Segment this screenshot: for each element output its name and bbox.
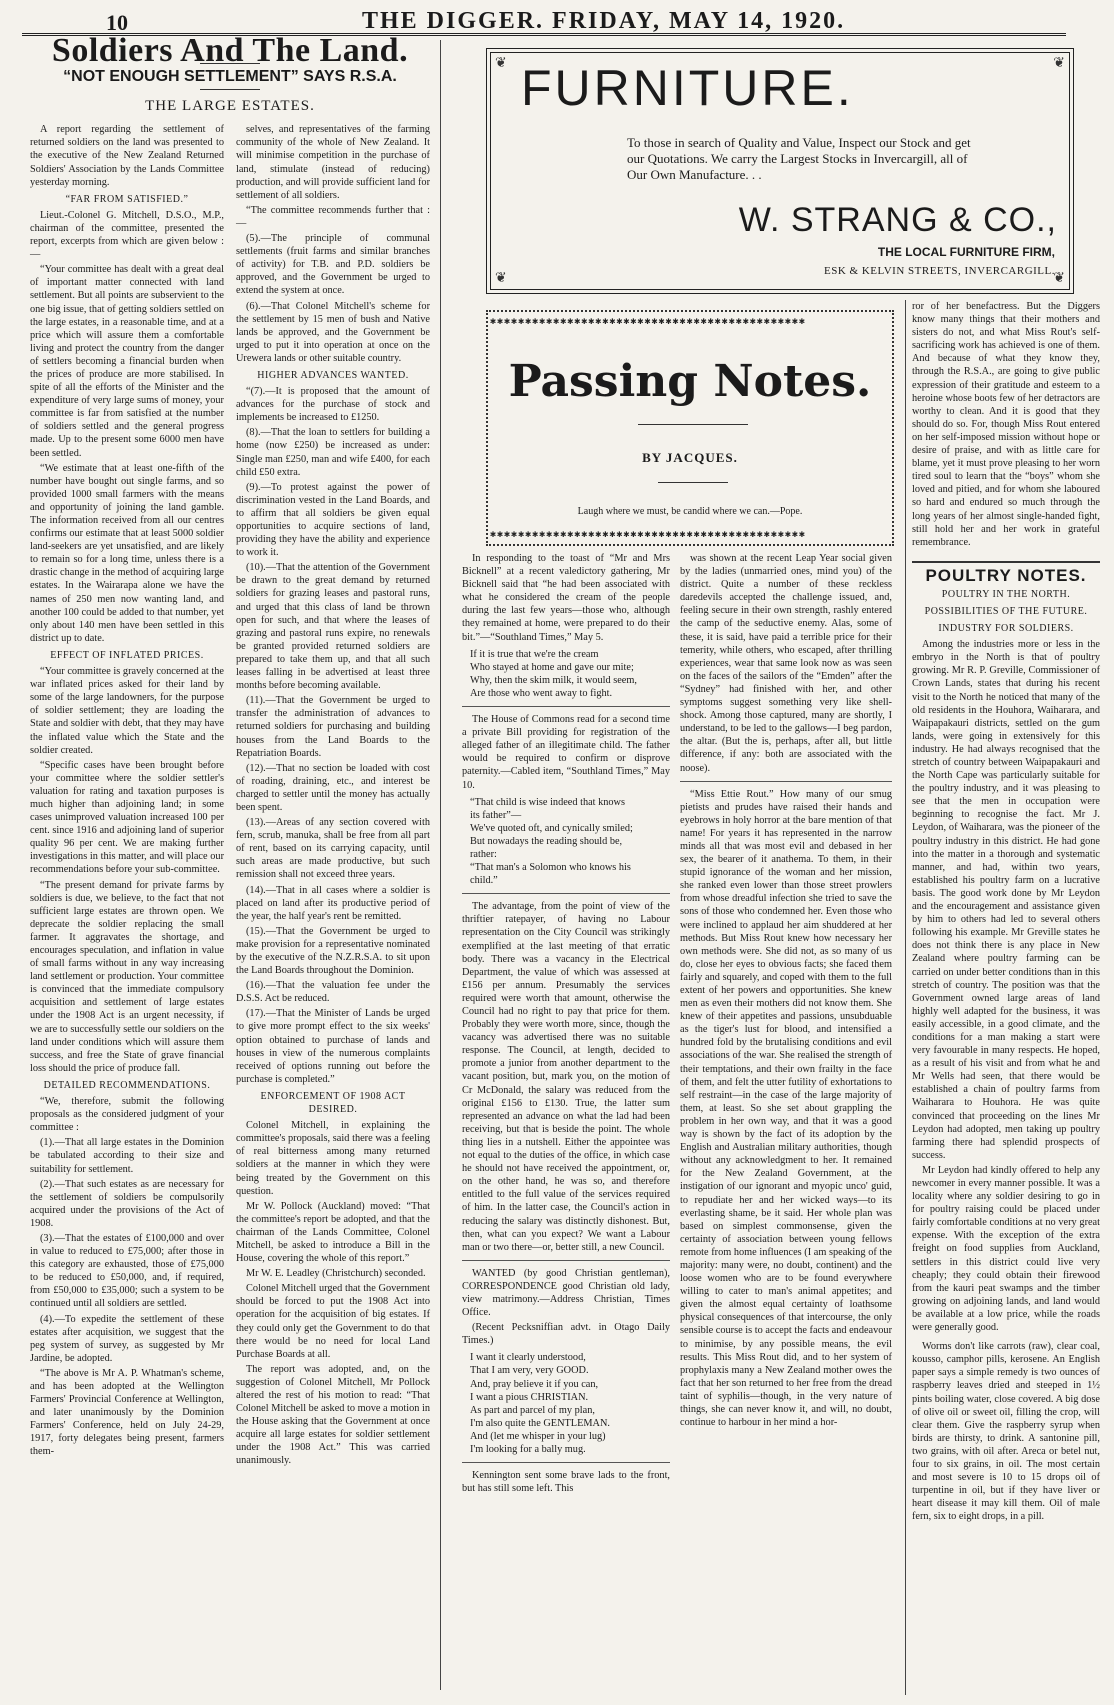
ornament-icon: ❦ bbox=[1053, 56, 1065, 71]
ornament-icon: ❦ bbox=[495, 271, 507, 286]
paragraph: (3).—That the estates of £100,000 and over in value to reduced to £75,000; after those in this category are exhausted, those of £75,000 to be reduced to £50,000, and, if required, from £50,000 to £35,000; such a system to be continued until all soldiers are settled. bbox=[30, 1232, 224, 1310]
paragraph: Kennington sent some brave lads to the front, but has still some left. This bbox=[462, 1470, 670, 1495]
paragraph: Mr Leydon had kindly offered to help any newcomer in every manner possible. It was a locality where any soldier desiring to go in for poultry raising could be placed under fairly comfortable conditions at no very great expense. With the exception of the extra freight on food supplies from Auckland, settlers in this district could live very cheaply; they could obtain their firewood from the kauri peat swamps and the timber growing on adjoining lands, and land would be available at a low price, while the roads were generally good. bbox=[912, 1164, 1100, 1334]
paragraph: A report regarding the settlement of returned soldiers on the land was presented to the executive of the New Zealand Returned Soldiers' Association by the Lands Committee yesterday morning. bbox=[30, 124, 224, 188]
paragraph: “Miss Ettie Rout.” How many of our smug pietists and prudes have raised their hands and eyebrows in holy horror at the bare mention of that name! For years it has represented in the narrow minds all that was most evil and debased in her sex, the bearer of it anathema. To them, in their stupid ignorance of the woman and her mission, she ranked even lower than those street prowlers from whose dreadful infection she tried to save the sons of those who condemned her. Even those who were inclined to applaud her aim shuddered at her methods. But Miss Rout knew how necessary her own methods were. She did not, as so many of us do, close her eyes to obvious facts; she faced them fairly and squarely, and coped with them to the full extent of her powers and opportunities. She knew men as even their mothers did not know them. She knew of their appetites and passions, unsubduable as the tiger's lust for blood, and intensified a hundred fold by the brutalising conditions and evil associations of the war. She realised the strength of their temptations, and their own frailty in the face of them, and felt the utter futility of exhortations to self restraint—in the case of the large majority of them, at least. So she set about grappling the problem in her own way, and that it was a good way is shown by the fact of its adoption by the English and Australian military authorities, though without any acknowledgment to her. It remained for the New Zealand Government, at the instigation of our ignorant and myopic unco' guid, to repudiate her and her wicked ways—to its everlasting shame, be it said. Her whole plan was based on simplest commonsense, given the certainty of association between young fellows remote from home influences (I am speaking of the majority: many were, no doubt, continent) and the loose women who are to be found everywhere willing to cater to man's animal appetites; and given the almost equal certainty of loathsome physical consequences of that intercourse, the only sensible course is to accept the facts and endeavour to minimise, by any possible means, the evil results. This Miss Rout did, and to her system of prophylaxis many a New Zealand mother owes the fact that her son returned to her free from the dread taint of syphilis—though, in the very nature of things, she can never know it, and will, no doubt, continue to harbour in her mind a hor- bbox=[680, 788, 892, 1429]
paragraph: (8).—That the loan to settlers for building a home (now £250) be increased as under: Single man £250, man and wife £400, for each child £50 extra. bbox=[236, 427, 430, 478]
divider bbox=[462, 1462, 670, 1463]
verse: If it is true that we're the cream Who stayed at home and gave our mite; Why, then the skim milk, it would seem, Are those who went away to fight. bbox=[470, 648, 637, 699]
divider bbox=[658, 482, 728, 483]
paragraph: (5).—The principle of communal settlements (fruit farms and similar branches of activity) for T.B. and P.D. soldiers be approved, and the Government be urged to extend the system at once. bbox=[236, 233, 430, 297]
column-divider bbox=[440, 40, 441, 1690]
paragraph: (15).—That the Government be urged to make provision for a representative nominated by the executive of the N.Z.R.S.A. to sit upon the Land Boards throughout the Dominion. bbox=[236, 925, 430, 977]
motto: Laugh where we must, be candid where we can.—Pope. bbox=[577, 506, 803, 517]
paragraph: was shown at the recent Leap Year social given by the ladies (unmarried ones, mind you) of the district. Quite a number of these reckless daredevils accepted the challenge issued, and, feeling secure in their own strength, rashly entered the camp of the seductive enemy. Alas, some of these, it is said, have paid a terrible price for their temerity, while others, who escaped, after thrilling experiences, wear that same look now as was seen on the faces of the sailors of the “Emden” after the “Sydney” had finished with her, and other symptoms suggest something very like shell-shock. Among those captured, many are shortly, I understand, to be led to the gallows—I beg pardon, the altar. (But the is, perhaps, after all, but little difference, if any: both are associated with the noose). bbox=[680, 553, 892, 774]
paragraph: (1).—That all large estates in the Dominion be tabulated according to their size and suitability for settlement. bbox=[30, 1137, 224, 1175]
column-divider bbox=[905, 300, 906, 1695]
passing-notes-column-1 bbox=[462, 552, 670, 1497]
paragraph: “The above is Mr A. P. Whatman's scheme, and has been adopted at the Wellington Farmers' Provincial Conference at Wellington, and later unanimously by the Dominion Farmers' Conference, held on July 24-29, 1917, forty delegates being present, farmers them- bbox=[30, 1367, 224, 1458]
poultry-subhead: INDUSTRY FOR SOLDIERS. bbox=[938, 623, 1074, 635]
paragraph: Worms don't like carrots (raw), clear coal, kousso, camphor pills, kerosene. An English paper says a simple remedy is two ounces of raspberry leaves dried and steeped in 1½ pints boiling water, close covered. A big dose of olive oil or sweet oil, filling the crop, will clear them. Give the raspberry syrup when birds are thirsty, to drink. A santonine pill, two grains, with oil after. Areca or betel nut, four to six grains, in oil. The most certain and most severe is 10 to 15 drops oil of turpentine in oil, but if they have liver or heart disease it may kill them. Oil of male fern, six to eight drops, in a pill. bbox=[912, 1341, 1100, 1523]
paragraph: (9).—To protest against the power of discrimination vested in the Land Boards, and to affirm that all soldiers be given equal opportunities to acquire sections of land, providing they have the ability and experience to work it. bbox=[236, 481, 430, 559]
furniture-advertisement bbox=[490, 52, 1070, 290]
paragraph: Colonel Mitchell, in explaining the committee's proposals, said there was a feeling of real bitterness among many returned soldiers at the manner in which they were being treated by the Government on this question. bbox=[236, 1120, 430, 1197]
subheading: DETAILED RECOMMENDATIONS. bbox=[43, 1079, 211, 1091]
subheading: ENFORCEMENT OF 1908 ACT DESIRED. bbox=[260, 1090, 406, 1116]
passing-notes-title: Passing Notes. bbox=[508, 356, 872, 407]
paragraph: (4).—To expedite the settlement of these estates after acquisition, we suggest that the peg system of survey, as suggested by Mr Jardine, be adopted. bbox=[30, 1313, 224, 1364]
paragraph: Lieut.-Colonel G. Mitchell, D.S.O., M.P., chairman of the committee, presented the report, excerpts from which are given below :— bbox=[30, 209, 224, 261]
paragraph: Among the industries more or less in the embryo in the North is that of poultry growing. Mr R. P. Greville, Commissioner of Crown Lands, states that during his recent visit to the North he noticed that many of the old residents in the Houhora, Waiharara, and Waipapakauri districts, settled on the gum lands, were going in extensively for this industry. He had always recognised that the stretch of country between Waipapakauri and the North Cape was particularly suitable for the poultry industry, and it was pleasing to see that the men in occupation were beginning to recognise the fact. Mr J. Leydon, of Waiharara, was the pioneer of the poultry industry in this district. He had gone into the matter in a thorough and systematic manner, and had, within two years, established his poultry farm on a lucrative basis. The good work done by Mr Leydon and the encouragement and assistance given by him to others had led to several others following his example. Mr Greville states he does not think there is any place in New Zealand where poultry farming can be carried on under better conditions than in this stretch of country. The position was that the Government owned large areas of land highly well adapted for the business, it was easily accessible, in a good climate, and the conditions for a man making a start were very favourable in many respects. He hoped, as a result of his visit and from what he and Mr Wells had seen, that there would be established a chain of poultry farms from Waiharara to Houhora. He was quite convinced that proceeding on the lines Mr Leydon had adopted, men taking up poultry farming there had splendid prospects of success. bbox=[912, 639, 1100, 1161]
divider bbox=[200, 89, 260, 90]
right-column bbox=[912, 300, 1100, 1525]
star-border: ✱✱✱✱✱✱✱✱✱✱✱✱✱✱✱✱✱✱✱✱✱✱✱✱✱✱✱✱✱✱✱✱✱✱✱✱✱✱✱✱✱✱✱✱✱ bbox=[490, 529, 806, 540]
ad-title: FURNITURE. bbox=[521, 60, 854, 116]
paragraph: In responding to the toast of “Mr and Mrs Bicknell” at a recent valedictory gathering, Mr Bicknell said that “he had been associated with what he considered the cream of the people during the last few years—those who, although they remained at home, were prepared to do their bit.”—“Southland Times,” May 5. bbox=[462, 553, 670, 643]
ad-company: W. STRANG & CO., bbox=[738, 201, 1057, 239]
verse: “That child is wise indeed that knows its father”— We've quoted oft, and cynically smiled; But nowadays the reading should be, rather: “That man's a Solomon who knows his child.” bbox=[470, 796, 633, 887]
poultry-subhead: POSSIBILITIES OF THE FUTURE. bbox=[924, 605, 1088, 617]
newspaper-title: THE DIGGER. FRIDAY, MAY 14, 1920. bbox=[362, 8, 846, 34]
paragraph: (2).—That such estates as are necessary for the settlement of soldiers be compulsorily acquired under the provisions of the Act of 1908. bbox=[30, 1178, 224, 1229]
paragraph: “We, therefore, submit the following proposals as the considered judgment of your committee : bbox=[30, 1096, 224, 1134]
article-section: THE LARGE ESTATES. bbox=[145, 98, 315, 115]
paragraph: Mr W. E. Leadley (Christchurch) seconded. bbox=[246, 1268, 426, 1280]
paragraph: (12).—That no section be loaded with cost of roading, draining, etc., and interest be charged to settler until the money has actually been spent. bbox=[236, 762, 430, 813]
subheading: EFFECT OF INFLATED PRICES. bbox=[50, 649, 204, 661]
ad-firm: THE LOCAL FURNITURE FIRM, bbox=[877, 245, 1055, 259]
ornament-icon: ❦ bbox=[495, 56, 507, 71]
paragraph: “(7).—It is proposed that the amount of advances for the purchase of stock and implements be increased to £1250. bbox=[236, 386, 430, 424]
divider bbox=[462, 893, 670, 894]
divider bbox=[462, 706, 670, 707]
paragraph: selves, and representatives of the farming community of the whole of New Zealand. It will minimise competition in the purchase of land, stimulate (instead of reducing) production, and will provide sufficient land for settlement of all soldiers. bbox=[236, 124, 430, 201]
paragraph: Mr W. Pollock (Auckland) moved: “That the committee's report be adopted, and that the chairman of the Lands Committee, Colonel Mitchell, be asked to introduce a Bill in the House, covering the whole of this report.” bbox=[236, 1200, 430, 1265]
divider bbox=[680, 781, 892, 782]
paragraph: (10).—That the attention of the Government be drawn to the great demand by returned soldiers for grazing leases and pastoral runs, and urged that this class of land be thrown open for such, and that where the leases of grazing and pastoral runs expire, no renewals be granted provided returned soldiers are prepared to take them up, and that all such leases falling in be advertised at least three months before becoming available. bbox=[236, 562, 430, 692]
divider bbox=[462, 1260, 670, 1261]
paragraph: (17).—That the Minister of Lands be urged to give more prompt effect to the six weeks' option obtained to purchase of lands and houses in view of the numerous complaints received of options running out before the purchase is completed.” bbox=[236, 1008, 430, 1085]
subheading: HIGHER ADVANCES WANTED. bbox=[257, 369, 409, 381]
paragraph: The House of Commons read for a second time a private Bill providing for registration of the alleged father of an illegitimate child. The father would be required to confirm or disprove paternity.—Cabled item, “Southland Times,” May 10. bbox=[462, 714, 670, 791]
paragraph: The report was adopted, and, on the suggestion of Colonel Mitchell, Mr Pollock altered the rest of his motion to read: “That Colonel Mitchell be asked to move a motion in the House asking that the Government at once acquire all large estates for soldier settlement under the 1908 Act.” This was carried unanimously. bbox=[236, 1363, 430, 1467]
poultry-notes-title: POULTRY NOTES. bbox=[912, 561, 1100, 582]
page-number: 10 bbox=[106, 10, 128, 35]
rout-continuation: ror of her benefactress. But the Diggers know many things that their mothers and sisters do not, and what Miss Rout's self-sacrificing work has achieved is one of them. And because of what they know they, through the R.S.A., are going to give public expression of their gratitude and esteem to a heroine whose boots few of her detractors are worthy to clean. And it is good that they should do so. For, though Miss Rout entered on her self-imposed mission without hope or desire of praise, and with as little care for blame, yet it must prove pleasing to her worn tired soul to learn that the “boys” whom she loved and pitied, and for whom she laboured so hard and endured so much through the long years of her almost single-handed fight, still hold her and her work in grateful remembrance. bbox=[912, 301, 1100, 548]
paragraph: “Your committee has dealt with a great deal of important matter connected with land settlement. But all points are subservient to the one big issue, that of getting soldiers settled on the large estates, in a reasonable time, and at a price which will assure them a comfortable living and protect the country from the danger of settlers becoming a financial burden when the prices of produce are more stabilised. In spite of all the efforts of the Minister and the expenditure of very large sums of money, your committee is far from satisfied at the number of soldiers settled and the general progress made. Up to the present some 6000 men have been settled. bbox=[30, 264, 224, 459]
divider bbox=[638, 424, 748, 425]
paragraph: (13).—Areas of any section covered with fern, scrub, manuka, shall be free from all part of rent, based on its carrying capacity, until such areas are made productive, but such remission shall not exceed three years. bbox=[236, 817, 430, 881]
byline: BY JACQUES. bbox=[642, 450, 738, 465]
paragraph: “The present demand for private farms by soldiers is due, we believe, to the fact that not sufficient large estates are thrown open. We deprecate the soldier replacing the small farmer. It aggravates the shortage, and encourages speculation, and inflation in value of small farms without in any way increasing land settlement or production. Your committee is convinced that the immediate compulsory acquisition and settlement of large estates under the 1908 Act is an urgent necessity, if we are to successfully settle our soldiers on the land under conditions which will assure them success, and free the State of grave financial loss should the price of produce fall. bbox=[30, 879, 224, 1074]
paragraph: The advantage, from the point of view of the thriftier ratepayer, of having no Labour representation on the City Council was strikingly exemplified at the last meeting of that erratic body. There was a vacancy in the Electrical Department, the value of which was assessed at £156 per annum. Presumably the services required were worth that amount, otherwise the Council had no right to pay that price for them. Probably they were worth more, since, though the vacancy was advertised there was no suitable response. The Council, at length, decided to promote a junior from another department to the vacant position, but, mark you, on the motion of Cr McDonald, the salary was reduced from the original £156 to £130. True, the latter sum represented an advance on what the lad had been receiving, but that is beside the point. The whole thing lies in a nutshell. Either the appointee was not equal to the duties of the office, in which case he should not have received the appointment, or, on the other hand, he was so, and therefore entitled to the full value of the services required of him. In the latter case, the Council's action in reducing the salary was distinctly dishonest. But, then, what can you expect? We want a Labour man or two there—or, better still, a new Council. bbox=[462, 901, 670, 1253]
ornament-icon: ❦ bbox=[1053, 271, 1065, 286]
paragraph: (Recent Pecksniffian advt. in Otago Daily Times.) bbox=[462, 1322, 670, 1347]
article-column-right bbox=[236, 123, 430, 1469]
soldiers-article bbox=[30, 32, 430, 1470]
paragraph: (16).—That the valuation fee under the D.S.S. Act be reduced. bbox=[236, 980, 430, 1005]
paragraph: (14).—That in all cases where a soldier is placed on land after its productive period of the year, the half year's rent be remitted. bbox=[236, 884, 430, 922]
subheading: “FAR FROM SATISFIED.” bbox=[65, 193, 189, 205]
paragraph: (11).—That the Government be urged to transfer the administration of advances to returned soldiers for purchasing and building houses from the Land Boards to the Repatriation Boards. bbox=[236, 695, 430, 759]
paragraph: “Specific cases have been brought before your committee where the soldier settler's valuation for rating and taxation purposes is much higher than adjoining land; in some cases unimproved valuation increased 100 per cent. since 1916 and adjoining land of superior quality 96 per cent. We are making further investigations in this matter, and will place our recommendations before your sub-committee. bbox=[30, 759, 224, 876]
paragraph: “We estimate that at least one-fifth of the number have bought out single farms, and so provided 1000 small farmers with the means and opportunity of joining the land gamble. The information received from all our centres confirms our estimate that at least 5000 soldier land-seekers are yet unsatisfied, and are likely to remain so for a long time, unless there is a drastic change in the method of acquiring large estates. In the Wairarapa alone we have the names of 250 men now wanting land, and another 100 could be added to that number, yet only about 140 men have been settled in this district up to date. bbox=[30, 462, 224, 644]
paragraph: “Your committee is gravely concerned at the war inflated prices asked for their land by some of the large landowners, for the purpose of soldier settlement; they are loading the State and soldier with debt, that they may have the inflated value which the State and the soldier created. bbox=[30, 666, 224, 756]
paragraph: “The committee recommends further that :— bbox=[236, 204, 430, 229]
star-border: ✱✱✱✱✱✱✱✱✱✱✱✱✱✱✱✱✱✱✱✱✱✱✱✱✱✱✱✱✱✱✱✱✱✱✱✱✱✱✱✱✱✱✱✱✱ bbox=[490, 316, 806, 327]
paragraph: Colonel Mitchell urged that the Government should be forced to put the 1908 Act into operation for the acquisition of big estates. If they could only get the Government to do that there would be no need for local Land Purchase Boards at all. bbox=[236, 1283, 430, 1360]
article-headline: Soldiers And The Land. bbox=[51, 32, 409, 69]
article-column-left bbox=[30, 123, 224, 1469]
paragraph: WANTED (by good Christian gentleman), CORRESPONDENCE good Christian old lady, view matrimony.—Address Christian, Times Office. bbox=[462, 1267, 670, 1319]
article-subhead: “NOT ENOUGH SETTLEMENT” SAYS R.S.A. bbox=[63, 68, 397, 86]
ad-address: ESK & KELVIN STREETS, INVERCARGILL. bbox=[824, 265, 1055, 277]
verse: I want it clearly understood, That I am very, very GOOD. And, pray believe it if you can, I want a pious CHRISTIAN. As part and parcel of my plan, I'm also quite the GENTLEMAN. And (let me whisper in your lug) I'm looking for a bally mug. bbox=[470, 1352, 610, 1455]
passing-notes-column-2 bbox=[680, 552, 892, 1431]
paragraph: (6).—That Colonel Mitchell's scheme for the settlement by 15 men of bush and Native lands be approved, and the Government be urged to put it into operation at once on the Urewera lands or other suitable country. bbox=[236, 300, 430, 364]
passing-notes-header bbox=[486, 310, 894, 546]
ad-text: To those in search of Quality and Value, Inspect our Stock and get our Quotations. We carry the Largest Stocks in Invercargill, all of Our Own Manufacture. . . bbox=[627, 135, 971, 182]
poultry-subhead: POULTRY IN THE NORTH. bbox=[941, 588, 1071, 600]
